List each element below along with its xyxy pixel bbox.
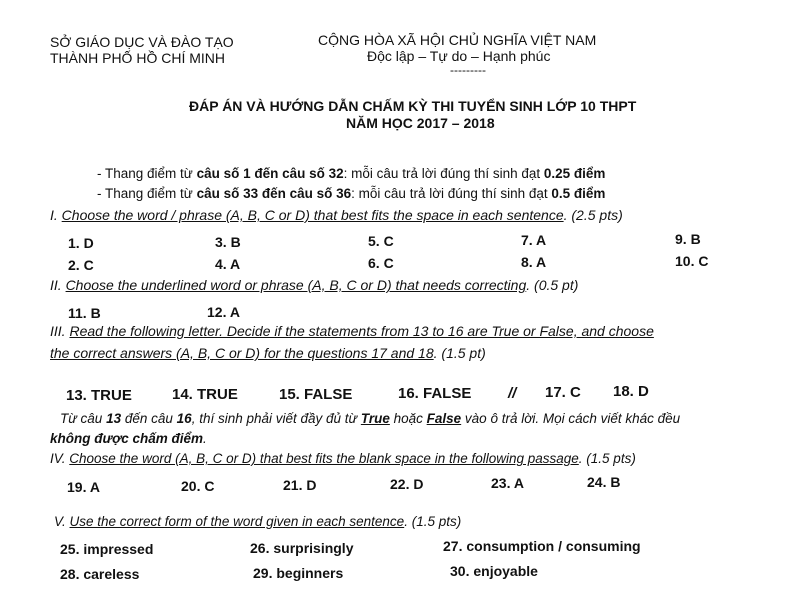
school-year: NĂM HỌC 2017 – 2018 [346,115,495,131]
answer-15: 15. FALSE [279,386,353,403]
header-rule: --------- [450,63,486,77]
answer-6: 6. C [368,255,394,271]
answer-1: 1. D [68,235,94,251]
answer-24: 24. B [587,474,621,490]
answer-4: 4. A [215,256,241,272]
answer-16: 16. FALSE [398,385,472,402]
answer-10: 10. C [675,253,709,269]
answer-14: 14. TRUE [172,386,238,403]
answer-11: 11. B [68,305,101,321]
section-3-note-line2: không được chấm điểm. [50,431,207,446]
answer-20: 20. C [181,478,215,494]
section-3-note: Từ câu 13 đến câu 16, thí sinh phải viết đầy đủ từ True hoặc False vào ô trả lời. Mọi cách viết khác đều [60,411,681,426]
answer-27: 27. consumption / consuming [443,538,641,554]
city-name: THÀNH PHỐ HỒ CHÍ MINH [50,50,225,66]
section-3-heading-line2: the correct answers (A, B, C or D) for the questions 17 and 18. (1.5 pt) [50,345,486,361]
section-3-heading: III. Read the following letter. Decide if the statements from 13 to 16 are True or False, and choose [50,323,654,339]
national-motto: Độc lập – Tự do – Hạnh phúc [367,48,551,64]
document-title: ĐÁP ÁN VÀ HƯỚNG DẪN CHẤM KỲ THI TUYỂN SINH LỚP 10 THPT [189,98,637,114]
section-5-heading: V. Use the correct form of the word given in each sentence. (1.5 pts) [54,514,462,529]
answer-22: 22. D [390,476,424,492]
answer-30: 30. enjoyable [450,563,538,579]
answer-17: 17. C [545,384,581,401]
department-name: SỞ GIÁO DỤC VÀ ĐÀO TẠO [50,34,234,50]
country-name: CỘNG HÒA XÃ HỘI CHỦ NGHĨA VIỆT NAM [318,32,597,48]
answer-12: 12. A [207,304,240,320]
section-4-heading: IV. Choose the word (A, B, C or D) that best fits the blank space in the following passage. (1.5 pts) [50,451,636,466]
answer-26: 26. surprisingly [250,540,354,556]
answer-21: 21. D [283,477,317,493]
scoring-note-1: - Thang điểm từ câu số 1 đến câu số 32: mỗi câu trả lời đúng thí sinh đạt 0.25 điểm [97,166,606,181]
answer-5: 5. C [368,233,394,249]
section-2-heading: II. Choose the underlined word or phrase (A, B, C or D) that needs correcting. (0.5 pt) [50,277,579,293]
answer-19: 19. A [67,479,100,495]
answer-8: 8. A [521,254,547,270]
answer-25: 25. impressed [60,541,154,557]
answer-9: 9. B [675,231,701,247]
answer-2: 2. C [68,257,94,273]
answer-13: 13. TRUE [66,387,132,404]
answer-7: 7. A [521,232,547,248]
answer-18: 18. D [613,383,649,400]
answer-23: 23. A [491,475,524,491]
answer-3: 3. B [215,234,241,250]
answer-28: 28. careless [60,566,140,582]
section-1-heading: I. Choose the word / phrase (A, B, C or D) that best fits the space in each sentence. (2.5 pts) [50,207,623,223]
scoring-note-2: - Thang điểm từ câu số 33 đến câu số 36: mỗi câu trả lời đúng thí sinh đạt 0.5 điểm [97,186,606,201]
answer-separator: // [508,385,517,402]
answer-29: 29. beginners [253,565,344,581]
